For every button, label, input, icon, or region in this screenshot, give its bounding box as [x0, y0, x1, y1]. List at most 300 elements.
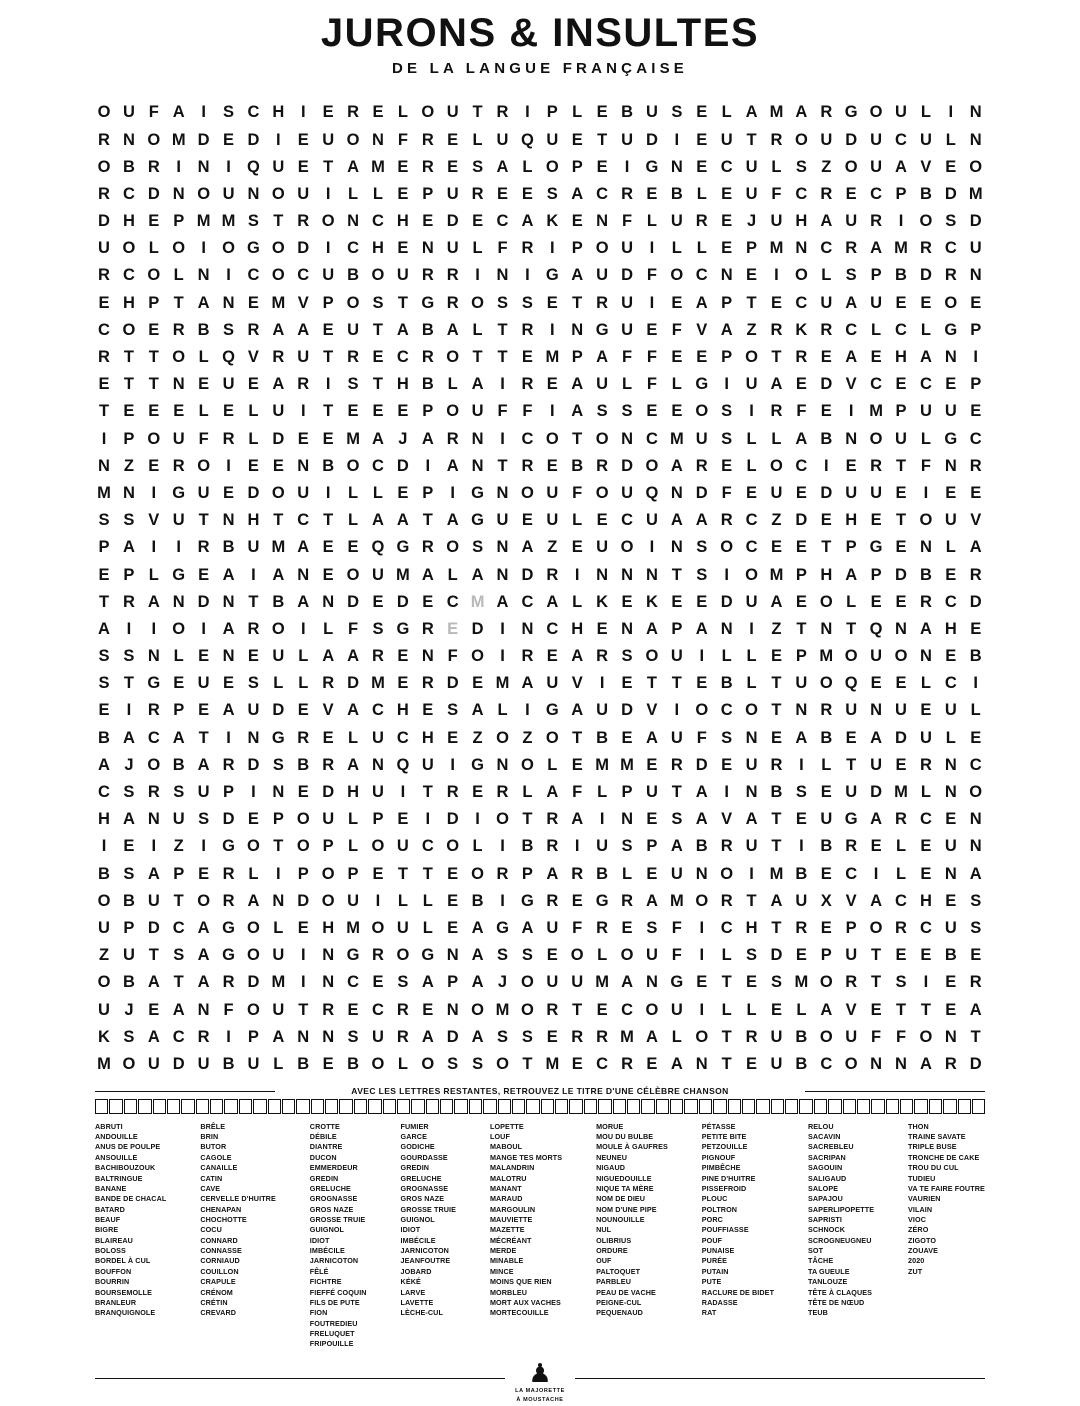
- grid-letter: E: [297, 429, 309, 448]
- answer-box[interactable]: [354, 1099, 367, 1114]
- answer-box[interactable]: [210, 1099, 223, 1114]
- grid-letter: I: [923, 973, 929, 992]
- grid-letter: U: [645, 946, 658, 965]
- answer-box[interactable]: [541, 1099, 554, 1114]
- grid-letter: O: [745, 701, 758, 720]
- word-list-column: [596, 1122, 668, 1350]
- answer-box[interactable]: [713, 1099, 726, 1114]
- answer-box[interactable]: [555, 1099, 568, 1114]
- grid-letter: R: [695, 212, 708, 231]
- grid-letter: I: [649, 293, 655, 312]
- answer-box[interactable]: [296, 1099, 309, 1114]
- grid-letter: I: [276, 864, 281, 883]
- answer-box[interactable]: [886, 1099, 899, 1114]
- grid-letter: K: [98, 1027, 110, 1046]
- grid-letter: O: [819, 592, 833, 611]
- grid-letter: C: [895, 320, 907, 339]
- grid-letter: E: [795, 810, 807, 829]
- grid-letter: M: [894, 239, 908, 258]
- word-list-item: LAVETTE: [400, 1297, 434, 1307]
- grid-letter: L: [721, 647, 732, 666]
- answer-box[interactable]: [411, 1099, 424, 1114]
- answer-box[interactable]: [397, 1099, 410, 1114]
- grid-letter: F: [671, 946, 682, 965]
- grid-letter: R: [421, 538, 434, 557]
- grid-letter: P: [845, 918, 857, 937]
- word-list-item: GARCE: [400, 1132, 427, 1142]
- word-list-item: COUILLON: [200, 1266, 239, 1276]
- answer-box[interactable]: [153, 1099, 166, 1114]
- grid-letter: P: [571, 157, 583, 176]
- answer-box[interactable]: [95, 1099, 108, 1114]
- grid-letter: S: [472, 1054, 484, 1073]
- grid-letter: O: [969, 783, 983, 802]
- grid-letter: P: [173, 212, 185, 231]
- answer-box[interactable]: [828, 1099, 841, 1114]
- grid-letter: R: [222, 429, 235, 448]
- answer-box[interactable]: [627, 1099, 640, 1114]
- answer-box[interactable]: [799, 1099, 812, 1114]
- grid-letter: O: [147, 755, 161, 774]
- grid-letter: C: [944, 674, 957, 693]
- grid-letter: U: [895, 429, 907, 448]
- grid-letter: S: [521, 293, 533, 312]
- grid-letter: L: [671, 239, 682, 258]
- grid-letter: T: [895, 1000, 907, 1019]
- grid-letter: S: [696, 565, 708, 584]
- word-list-item: SAPRISTI: [807, 1214, 842, 1224]
- word-list-item: FÊLÉ: [309, 1266, 329, 1276]
- grid-letter: A: [845, 348, 858, 367]
- answer-box[interactable]: [325, 1099, 338, 1114]
- grid-letter: O: [819, 1027, 833, 1046]
- grid-letter: E: [596, 103, 608, 122]
- grid-letter: D: [147, 918, 160, 937]
- grid-letter: M: [769, 864, 784, 883]
- answer-box[interactable]: [785, 1099, 798, 1114]
- grid-letter: D: [845, 130, 858, 149]
- answer-box[interactable]: [498, 1099, 511, 1114]
- answer-box[interactable]: [426, 1099, 439, 1114]
- grid-letter: G: [545, 701, 559, 720]
- grid-letter: R: [496, 864, 509, 883]
- grid-letter: R: [446, 293, 459, 312]
- grid-letter: T: [597, 130, 608, 149]
- grid-letter: I: [525, 701, 530, 720]
- word-list-item: GROSSE TRUIE: [400, 1204, 457, 1214]
- grid-letter: T: [397, 864, 408, 883]
- grid-letter: E: [397, 402, 409, 421]
- grid-letter: U: [372, 728, 384, 747]
- grid-letter: Q: [520, 130, 534, 149]
- grid-letter: E: [820, 511, 832, 530]
- grid-letter: L: [721, 1000, 732, 1019]
- grid-letter: N: [446, 1000, 459, 1019]
- answer-box[interactable]: [843, 1099, 856, 1114]
- grid-letter: L: [348, 184, 359, 203]
- grid-letter: S: [496, 293, 508, 312]
- grid-letter: E: [795, 538, 807, 557]
- grid-letter: L: [148, 565, 159, 584]
- grid-letter: U: [745, 184, 758, 203]
- answer-box[interactable]: [641, 1099, 654, 1114]
- page-subtitle: DE LA LANGUE FRANÇAISE: [391, 60, 688, 77]
- grid-letter: N: [521, 619, 534, 638]
- grid-letter: I: [101, 429, 107, 448]
- grid-letter: I: [300, 619, 306, 638]
- grid-letter: N: [222, 293, 235, 312]
- grid-letter: E: [372, 103, 384, 122]
- grid-letter: A: [571, 266, 584, 285]
- logo-line-2: À MOUSTACHE: [516, 1397, 564, 1404]
- grid-letter: U: [546, 483, 559, 502]
- grid-letter: A: [820, 1000, 833, 1019]
- grid-letter: E: [521, 184, 533, 203]
- grid-letter: B: [347, 266, 360, 285]
- grid-row: [95, 398, 985, 425]
- grid-letter: E: [746, 483, 758, 502]
- grid-letter: U: [720, 130, 733, 149]
- answer-boxes[interactable]: [95, 1099, 985, 1114]
- word-list-column: [490, 1122, 562, 1350]
- grid-letter: A: [98, 755, 110, 774]
- grid-letter: U: [870, 483, 883, 502]
- grid-letter: N: [222, 592, 235, 611]
- grid-letter: U: [396, 837, 409, 856]
- grid-letter: T: [920, 1000, 931, 1019]
- grid-letter: A: [247, 891, 260, 910]
- grid-letter: N: [895, 1054, 907, 1073]
- grid-letter: A: [122, 810, 135, 829]
- grid-letter: E: [945, 565, 957, 584]
- answer-box[interactable]: [569, 1099, 582, 1114]
- grid-letter: P: [571, 239, 583, 258]
- grid-letter: B: [172, 755, 185, 774]
- grid-letter: R: [621, 891, 633, 910]
- grid-letter: R: [820, 320, 833, 339]
- grid-letter: R: [471, 184, 484, 203]
- grid-letter: L: [597, 946, 608, 965]
- grid-letter: G: [421, 946, 435, 965]
- grid-letter: C: [421, 837, 434, 856]
- word-list-item: CAVE: [200, 1183, 221, 1193]
- answer-box[interactable]: [339, 1099, 352, 1114]
- grid-letter: C: [720, 701, 733, 720]
- grid-letter: E: [472, 212, 484, 231]
- grid-letter: B: [122, 891, 135, 910]
- grid-letter: T: [671, 565, 682, 584]
- grid-letter: A: [172, 1000, 185, 1019]
- answer-box[interactable]: [196, 1099, 209, 1114]
- grid-letter: I: [325, 483, 331, 502]
- answer-box[interactable]: [181, 1099, 194, 1114]
- answer-box[interactable]: [900, 1099, 913, 1114]
- answer-box[interactable]: [253, 1099, 266, 1114]
- word-list-item: 2020: [908, 1256, 925, 1266]
- answer-box[interactable]: [742, 1099, 755, 1114]
- answer-box[interactable]: [756, 1099, 769, 1114]
- grid-letter: A: [272, 375, 285, 394]
- grid-letter: R: [870, 456, 883, 475]
- answer-box[interactable]: [311, 1099, 324, 1114]
- grid-letter: N: [322, 973, 335, 992]
- grid-letter: O: [471, 1000, 485, 1019]
- answer-box[interactable]: [684, 1099, 697, 1114]
- grid-letter: A: [571, 647, 584, 666]
- answer-box[interactable]: [670, 1099, 683, 1114]
- word-list-item: IDIOT: [309, 1235, 330, 1245]
- grid-letter: O: [321, 864, 335, 883]
- grid-letter: N: [695, 1054, 708, 1073]
- word-list-item: IDIOT: [400, 1225, 421, 1235]
- answer-box[interactable]: [167, 1099, 180, 1114]
- grid-letter: R: [172, 456, 185, 475]
- answer-box[interactable]: [268, 1099, 281, 1114]
- grid-letter: R: [122, 592, 135, 611]
- grid-letter: L: [397, 891, 408, 910]
- grid-row: [95, 1051, 985, 1078]
- answer-box[interactable]: [613, 1099, 626, 1114]
- grid-letter: U: [372, 783, 384, 802]
- grid-letter: X: [820, 891, 832, 910]
- grid-row: [95, 344, 985, 371]
- grid-letter: T: [372, 320, 384, 339]
- grid-letter: R: [546, 891, 559, 910]
- grid-letter: Z: [123, 456, 134, 475]
- grid-letter: R: [944, 266, 957, 285]
- grid-letter: S: [671, 103, 683, 122]
- grid-letter: L: [497, 701, 508, 720]
- answer-box[interactable]: [929, 1099, 942, 1114]
- answer-box[interactable]: [728, 1099, 741, 1114]
- grid-letter: O: [819, 674, 833, 693]
- grid-letter: R: [172, 320, 185, 339]
- word-list-item: ORDURE: [596, 1246, 628, 1256]
- grid-letter: R: [322, 674, 335, 693]
- grid-letter: A: [347, 701, 360, 720]
- answer-box[interactable]: [282, 1099, 295, 1114]
- grid-letter: M: [346, 918, 360, 937]
- grid-letter: U: [372, 1027, 384, 1046]
- grid-letter: T: [572, 728, 583, 747]
- answer-box[interactable]: [483, 1099, 496, 1114]
- grid-letter: L: [920, 429, 931, 448]
- grid-letter: E: [372, 402, 384, 421]
- answer-box[interactable]: [454, 1099, 467, 1114]
- grid-letter: I: [226, 1027, 231, 1046]
- word-list-item: MOULE À GAUFRES: [596, 1142, 668, 1152]
- grid-letter: B: [969, 647, 982, 666]
- grid-letter: H: [396, 212, 409, 231]
- grid-letter: T: [497, 320, 508, 339]
- grid-letter: A: [845, 293, 858, 312]
- grid-letter: N: [322, 946, 335, 965]
- word-list-item: BOUFFON: [95, 1266, 132, 1276]
- grid-letter: A: [471, 375, 484, 394]
- grid-letter: T: [871, 973, 882, 992]
- word-list-item: FIEFFÉ COQUIN: [309, 1287, 367, 1297]
- grid-letter: H: [396, 375, 409, 394]
- answer-box[interactable]: [771, 1099, 784, 1114]
- grid-letter: U: [670, 647, 683, 666]
- grid-letter: R: [770, 130, 783, 149]
- grid-letter: U: [98, 918, 110, 937]
- grid-letter: S: [671, 810, 683, 829]
- grid-letter: A: [695, 619, 708, 638]
- answer-box[interactable]: [239, 1099, 252, 1114]
- word-list-item: PALTOQUET: [596, 1266, 641, 1276]
- answer-box[interactable]: [598, 1099, 611, 1114]
- answer-box[interactable]: [526, 1099, 539, 1114]
- grid-letter: C: [372, 701, 384, 720]
- grid-letter: T: [771, 810, 782, 829]
- grid-letter: U: [845, 212, 858, 231]
- word-list-item: MORT AUX VACHES: [489, 1297, 561, 1307]
- grid-letter: H: [396, 701, 409, 720]
- grid-letter: D: [396, 592, 409, 611]
- grid-letter: F: [447, 647, 458, 666]
- word-list-item: CHOCHOTTE: [200, 1214, 247, 1224]
- grid-letter: S: [247, 212, 259, 231]
- grid-letter: E: [671, 348, 683, 367]
- grid-letter: E: [397, 157, 409, 176]
- grid-letter: E: [223, 402, 235, 421]
- grid-letter: E: [970, 728, 982, 747]
- word-list-item: MARGOULIN: [489, 1204, 536, 1214]
- grid-letter: O: [197, 456, 211, 475]
- grid-letter: U: [396, 266, 409, 285]
- grid-letter: B: [347, 1054, 360, 1073]
- grid-row: [95, 181, 985, 208]
- answer-box[interactable]: [138, 1099, 151, 1114]
- grid-letter: U: [372, 565, 384, 584]
- grid-letter: B: [98, 728, 110, 747]
- word-list-item: PUTAIN: [701, 1266, 729, 1276]
- grid-letter: E: [970, 402, 982, 421]
- answer-box[interactable]: [383, 1099, 396, 1114]
- grid-letter: I: [450, 755, 455, 774]
- grid-letter: G: [944, 429, 958, 448]
- grid-letter: C: [919, 810, 932, 829]
- grid-letter: C: [820, 1054, 833, 1073]
- grid-letter: U: [670, 728, 683, 747]
- answer-box[interactable]: [224, 1099, 237, 1114]
- word-list-column: [808, 1122, 874, 1350]
- grid-letter: I: [251, 783, 256, 802]
- grid-letter: E: [895, 375, 907, 394]
- grid-letter: O: [421, 103, 435, 122]
- grid-letter: A: [272, 1027, 285, 1046]
- word-list-item: GROSSE TRUIE: [309, 1214, 366, 1224]
- grid-letter: E: [521, 348, 533, 367]
- grid-letter: B: [795, 864, 808, 883]
- grid-letter: F: [696, 728, 707, 747]
- grid-letter: L: [572, 103, 583, 122]
- grid-letter: I: [300, 103, 306, 122]
- grid-letter: E: [820, 348, 832, 367]
- grid-letter: E: [397, 239, 409, 258]
- grid-letter: U: [944, 511, 957, 530]
- grid-letter: Z: [771, 619, 782, 638]
- grid-letter: I: [525, 103, 530, 122]
- grid-letter: C: [919, 918, 932, 937]
- answer-box[interactable]: [368, 1099, 381, 1114]
- grid-letter: R: [396, 1027, 409, 1046]
- grid-letter: M: [271, 973, 286, 992]
- grid-letter: A: [446, 456, 459, 475]
- grid-letter: M: [669, 891, 684, 910]
- answer-box[interactable]: [958, 1099, 971, 1114]
- grid-row: [95, 779, 985, 806]
- answer-box[interactable]: [914, 1099, 927, 1114]
- grid-letter: Z: [771, 511, 782, 530]
- grid-letter: F: [771, 184, 782, 203]
- grid-letter: U: [621, 320, 633, 339]
- answer-box[interactable]: [857, 1099, 870, 1114]
- grid-letter: F: [572, 483, 583, 502]
- grid-letter: C: [795, 293, 808, 312]
- answer-box[interactable]: [109, 1099, 122, 1114]
- grid-letter: O: [346, 565, 360, 584]
- grid-letter: B: [197, 320, 210, 339]
- grid-letter: E: [173, 402, 185, 421]
- grid-letter: U: [147, 891, 160, 910]
- grid-letter: E: [297, 918, 309, 937]
- grid-letter: S: [721, 402, 733, 421]
- answer-box[interactable]: [972, 1099, 985, 1114]
- answer-box[interactable]: [699, 1099, 712, 1114]
- grid-letter: P: [895, 402, 907, 421]
- grid-letter: I: [201, 103, 206, 122]
- grid-letter: O: [969, 157, 983, 176]
- answer-box[interactable]: [943, 1099, 956, 1114]
- grid-letter: U: [172, 511, 185, 530]
- answer-box[interactable]: [814, 1099, 827, 1114]
- grid-letter: M: [271, 538, 286, 557]
- grid-letter: Q: [396, 755, 410, 774]
- grid-letter: C: [969, 755, 982, 774]
- grid-letter: T: [846, 619, 857, 638]
- grid-letter: U: [446, 103, 459, 122]
- answer-box[interactable]: [469, 1099, 482, 1114]
- grid-letter: F: [497, 402, 508, 421]
- grid-letter: O: [520, 1000, 534, 1019]
- grid-letter: T: [323, 402, 334, 421]
- grid-letter: S: [970, 891, 982, 910]
- grid-letter: P: [546, 103, 558, 122]
- answer-box[interactable]: [512, 1099, 525, 1114]
- grid-letter: U: [870, 157, 883, 176]
- grid-letter: L: [248, 864, 259, 883]
- grid-letter: L: [397, 103, 408, 122]
- grid-letter: N: [969, 103, 982, 122]
- answer-box[interactable]: [440, 1099, 453, 1114]
- answer-box[interactable]: [124, 1099, 137, 1114]
- grid-letter: E: [247, 375, 259, 394]
- answer-box[interactable]: [584, 1099, 597, 1114]
- grid-letter: E: [98, 375, 110, 394]
- grid-letter: L: [472, 320, 483, 339]
- answer-box[interactable]: [656, 1099, 669, 1114]
- grid-letter: B: [820, 429, 833, 448]
- grid-letter: U: [546, 511, 559, 530]
- word-list-item: BRÊLE: [200, 1121, 226, 1131]
- answer-box[interactable]: [871, 1099, 884, 1114]
- grid-letter: L: [821, 266, 832, 285]
- grid-letter: E: [621, 592, 633, 611]
- grid-letter: O: [371, 837, 385, 856]
- grid-letter: P: [721, 293, 733, 312]
